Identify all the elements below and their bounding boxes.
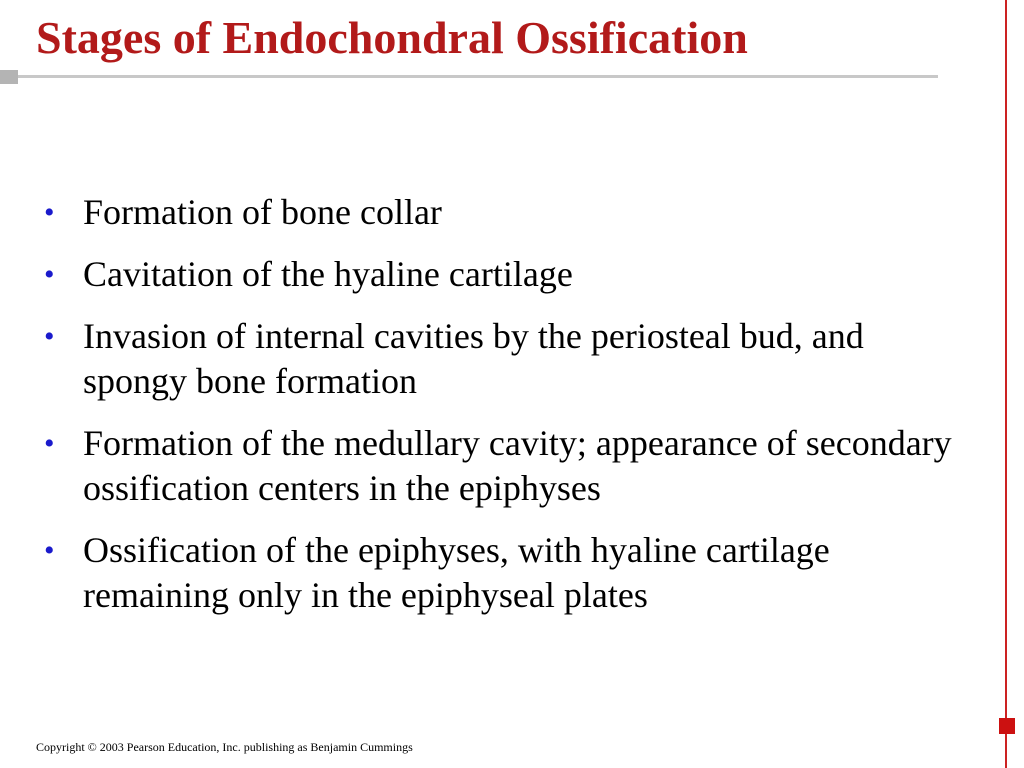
bullet-item [44,314,964,404]
bullet-icon: • [44,534,55,567]
bullet-icon: • [44,320,55,353]
title-underline [18,75,938,78]
right-square-decoration [999,718,1015,734]
bullet-text: Cavitation of the hyaline cartilage [83,254,573,294]
right-edge-rule [1005,0,1007,768]
bullet-item [44,252,964,297]
bullet-icon: • [44,427,55,460]
bullet-item [44,528,964,618]
bullet-text: Invasion of internal cavities by the periosteal bud, and spongy bone formation [83,316,864,401]
bullet-icon: • [44,258,55,291]
corner-square-decoration [0,70,18,84]
bullet-item [44,421,964,511]
bullet-list [44,190,964,635]
bullet-text: Ossification of the epiphyses, with hyaline cartilage remaining only in the epiphyseal plates [83,530,830,615]
bullet-text: Formation of bone collar [83,192,442,232]
bullet-icon: • [44,196,55,229]
slide-title: Stages of Endochondral Ossification [36,12,748,63]
bullet-item [44,190,964,235]
copyright-footer: Copyright © 2003 Pearson Education, Inc. publishing as Benjamin Cummings [36,740,413,754]
bullet-text: Formation of the medullary cavity; appearance of secondary ossification centers in the epiphyses [83,423,952,508]
